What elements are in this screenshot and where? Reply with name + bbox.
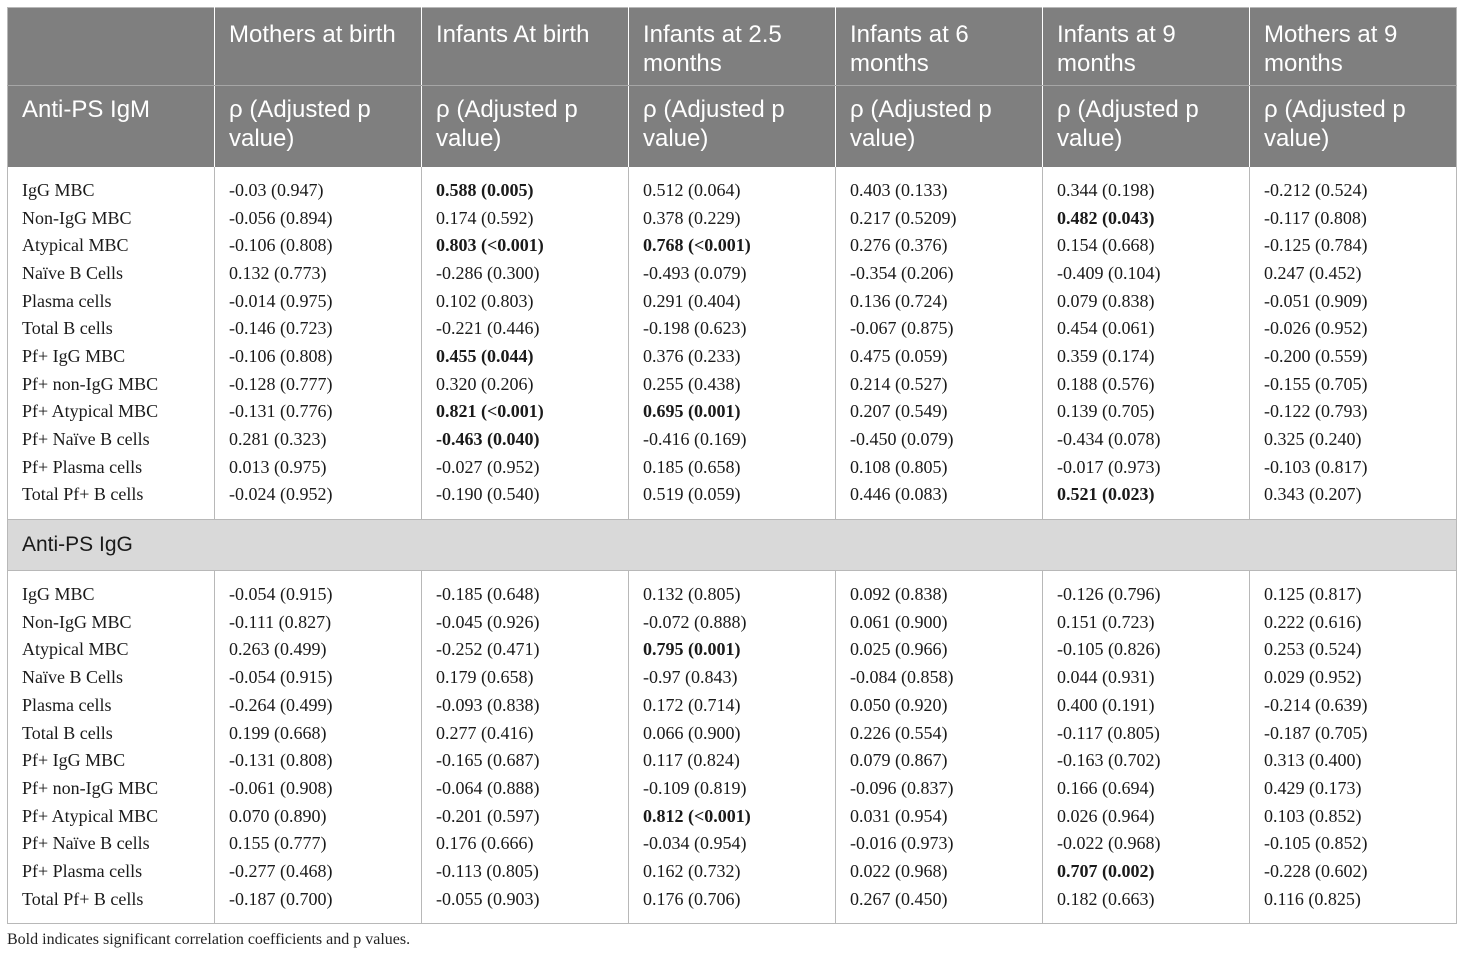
significant-value: -0.463 (0.040) [436, 429, 540, 450]
table-cell: -0.126 (0.796) [1043, 570, 1250, 608]
table-row [8, 315, 1457, 343]
table-row [8, 260, 1457, 288]
table-row [8, 636, 1457, 664]
table-cell: -0.084 (0.858) [836, 664, 1043, 692]
table-row [8, 664, 1457, 692]
table-row [8, 830, 1457, 858]
significant-value: 0.588 (0.005) [436, 179, 534, 200]
row-label: Total B cells [22, 318, 113, 339]
table-cell: 0.132 (0.805) [629, 570, 836, 608]
header-infants-6-months: Infants at 6 months [836, 8, 1043, 86]
table-cell: -0.016 (0.973) [836, 830, 1043, 858]
table-cell: -0.014 (0.975) [215, 287, 422, 315]
table-cell: -0.201 (0.597) [422, 802, 629, 830]
table-cell: 0.263 (0.499) [215, 636, 422, 664]
table-cell: 0.291 (0.404) [629, 287, 836, 315]
table-cell: 0.207 (0.549) [836, 398, 1043, 426]
table-cell: 0.182 (0.663) [1043, 885, 1250, 923]
table-cell: 0.253 (0.524) [1250, 636, 1457, 664]
table-cell: 0.070 (0.890) [215, 802, 422, 830]
table-cell: -0.105 (0.826) [1043, 636, 1250, 664]
table-row [8, 204, 1457, 232]
row-label: Pf+ IgG MBC [22, 345, 126, 366]
table-cell: 0.139 (0.705) [1043, 398, 1250, 426]
table-cell: -0.072 (0.888) [629, 608, 836, 636]
table-cell: -0.117 (0.808) [1250, 204, 1457, 232]
table-row [8, 775, 1457, 803]
significant-value: 0.821 (<0.001) [436, 401, 544, 422]
table-cell: 0.267 (0.450) [836, 885, 1043, 923]
significant-value: 0.695 (0.001) [643, 401, 741, 422]
header-mothers-9-months: Mothers at 9 months [1250, 8, 1457, 86]
table-cell: -0.131 (0.808) [215, 747, 422, 775]
table-cell: 0.378 (0.229) [629, 204, 836, 232]
table-row [8, 719, 1457, 747]
table-cell: 0.176 (0.666) [422, 830, 629, 858]
table-cell: 0.026 (0.964) [1043, 802, 1250, 830]
table-cell: -0.093 (0.838) [422, 692, 629, 720]
table-cell: -0.113 (0.805) [422, 858, 629, 886]
table-cell: 0.325 (0.240) [1250, 426, 1457, 454]
header-corner [8, 8, 215, 86]
table-cell: 0.247 (0.452) [1250, 260, 1457, 288]
significant-value: 0.521 (0.023) [1057, 484, 1155, 505]
table-row [8, 370, 1457, 398]
header-row-subheaders [8, 86, 1457, 167]
table-cell: -0.022 (0.968) [1043, 830, 1250, 858]
table-cell [422, 426, 629, 454]
row-label: Non-IgG MBC [22, 611, 132, 632]
significant-value: 0.768 (<0.001) [643, 235, 751, 256]
table-cell: 0.022 (0.968) [836, 858, 1043, 886]
table-cell: 0.403 (0.133) [836, 167, 1043, 205]
table-cell: 0.172 (0.714) [629, 692, 836, 720]
row-label: Total Pf+ B cells [22, 484, 144, 505]
table-cell: -0.125 (0.784) [1250, 232, 1457, 260]
row-label: Pf+ Plasma cells [22, 456, 143, 477]
significant-value: 0.482 (0.043) [1057, 207, 1155, 228]
table-cell: 0.188 (0.576) [1043, 370, 1250, 398]
table-cell [629, 232, 836, 260]
header-infants-9-months: Infants at 9 months [1043, 8, 1250, 86]
row-label: Atypical MBC [22, 639, 129, 660]
table-cell: 0.359 (0.174) [1043, 343, 1250, 371]
table-cell: 0.281 (0.323) [215, 426, 422, 454]
section-header-row [8, 519, 1457, 570]
table-cell [1043, 204, 1250, 232]
header-infants-at-birth: Infants At birth [422, 8, 629, 86]
table-cell: 0.512 (0.064) [629, 167, 836, 205]
significant-value: 0.455 (0.044) [436, 345, 534, 366]
table-row [8, 453, 1457, 481]
table-header [8, 8, 1457, 167]
table-cell: 0.179 (0.658) [422, 664, 629, 692]
table-cell: 0.029 (0.952) [1250, 664, 1457, 692]
table-cell: -0.187 (0.705) [1250, 719, 1457, 747]
table-cell: 0.125 (0.817) [1250, 570, 1457, 608]
table-cell: -0.054 (0.915) [215, 664, 422, 692]
table-cell [422, 343, 629, 371]
table-cell: -0.103 (0.817) [1250, 453, 1457, 481]
table-cell: -0.03 (0.947) [215, 167, 422, 205]
table-cell: -0.155 (0.705) [1250, 370, 1457, 398]
table-row [8, 747, 1457, 775]
row-label: Atypical MBC [22, 235, 129, 256]
subheader-cell: ρ (Adjusted p value) [836, 86, 1043, 167]
table-cell: 0.116 (0.825) [1250, 885, 1457, 923]
table-cell: 0.217 (0.5209) [836, 204, 1043, 232]
table-cell: -0.198 (0.623) [629, 315, 836, 343]
table-cell: -0.286 (0.300) [422, 260, 629, 288]
table-cell: -0.117 (0.805) [1043, 719, 1250, 747]
table-cell: -0.106 (0.808) [215, 343, 422, 371]
table-cell: -0.450 (0.079) [836, 426, 1043, 454]
table-cell: -0.056 (0.894) [215, 204, 422, 232]
table-row [8, 608, 1457, 636]
row-label: Naïve B Cells [22, 262, 123, 283]
table-cell: -0.128 (0.777) [215, 370, 422, 398]
significant-value: 0.795 (0.001) [643, 639, 741, 660]
table-cell [1043, 481, 1250, 519]
table-cell: -0.067 (0.875) [836, 315, 1043, 343]
table-cell: 0.255 (0.438) [629, 370, 836, 398]
table-row [8, 343, 1457, 371]
header-row-columns [8, 8, 1457, 86]
table-cell: -0.165 (0.687) [422, 747, 629, 775]
table-cell: -0.434 (0.078) [1043, 426, 1250, 454]
row-label: Pf+ non-IgG MBC [22, 777, 159, 798]
table-cell: -0.163 (0.702) [1043, 747, 1250, 775]
table-cell: -0.051 (0.909) [1250, 287, 1457, 315]
table-cell [422, 167, 629, 205]
row-label: Total B cells [22, 722, 113, 743]
table-cell: 0.154 (0.668) [1043, 232, 1250, 260]
significant-value: 0.812 (<0.001) [643, 805, 751, 826]
table-cell: -0.131 (0.776) [215, 398, 422, 426]
table-row [8, 167, 1457, 205]
table-row [8, 885, 1457, 923]
table-cell: 0.429 (0.173) [1250, 775, 1457, 803]
table-row [8, 232, 1457, 260]
subheader-cell: ρ (Adjusted p value) [215, 86, 422, 167]
table-cell: 0.103 (0.852) [1250, 802, 1457, 830]
table-cell: -0.024 (0.952) [215, 481, 422, 519]
table-cell: 0.079 (0.867) [836, 747, 1043, 775]
table-cell: 0.108 (0.805) [836, 453, 1043, 481]
table-cell: -0.054 (0.915) [215, 570, 422, 608]
table-cell: -0.264 (0.499) [215, 692, 422, 720]
table-cell [629, 398, 836, 426]
table-cell: 0.376 (0.233) [629, 343, 836, 371]
table-cell: -0.096 (0.837) [836, 775, 1043, 803]
table-cell: 0.344 (0.198) [1043, 167, 1250, 205]
table-cell: 0.475 (0.059) [836, 343, 1043, 371]
table-cell: -0.187 (0.700) [215, 885, 422, 923]
table-cell: 0.166 (0.694) [1043, 775, 1250, 803]
table-cell: 0.320 (0.206) [422, 370, 629, 398]
row-label: IgG MBC [22, 584, 95, 605]
table-cell: -0.034 (0.954) [629, 830, 836, 858]
row-label: Total Pf+ B cells [22, 888, 144, 909]
table-cell: 0.079 (0.838) [1043, 287, 1250, 315]
table-cell: 0.136 (0.724) [836, 287, 1043, 315]
table-row [8, 858, 1457, 886]
table-cell: -0.026 (0.952) [1250, 315, 1457, 343]
table-cell: -0.200 (0.559) [1250, 343, 1457, 371]
table-cell: 0.117 (0.824) [629, 747, 836, 775]
table-cell: 0.277 (0.416) [422, 719, 629, 747]
table-cell: -0.416 (0.169) [629, 426, 836, 454]
table-cell: 0.276 (0.376) [836, 232, 1043, 260]
table-cell [629, 802, 836, 830]
table-cell: 0.313 (0.400) [1250, 747, 1457, 775]
table-cell [629, 636, 836, 664]
table-cell: 0.343 (0.207) [1250, 481, 1457, 519]
table-cell: 0.013 (0.975) [215, 453, 422, 481]
table-cell: -0.214 (0.639) [1250, 692, 1457, 720]
table-cell: 0.446 (0.083) [836, 481, 1043, 519]
subheader-cell: ρ (Adjusted p value) [629, 86, 836, 167]
table-cell: 0.226 (0.554) [836, 719, 1043, 747]
row-label: Pf+ Atypical MBC [22, 401, 159, 422]
table-row [8, 692, 1457, 720]
table-cell: 0.031 (0.954) [836, 802, 1043, 830]
footnote: Bold indicates significant correlation coefficients and p values. [7, 931, 411, 948]
header-infants-2-5-months: Infants at 2.5 months [629, 8, 836, 86]
table-cell: 0.176 (0.706) [629, 885, 836, 923]
table-row [8, 802, 1457, 830]
subheader-cell: ρ (Adjusted p value) [422, 86, 629, 167]
table-cell: -0.017 (0.973) [1043, 453, 1250, 481]
table-cell: -0.190 (0.540) [422, 481, 629, 519]
table-cell: 0.454 (0.061) [1043, 315, 1250, 343]
table-cell: -0.409 (0.104) [1043, 260, 1250, 288]
table-cell: 0.151 (0.723) [1043, 608, 1250, 636]
table-cell: 0.214 (0.527) [836, 370, 1043, 398]
table-cell: -0.221 (0.446) [422, 315, 629, 343]
table-cell: 0.050 (0.920) [836, 692, 1043, 720]
table-cell: -0.106 (0.808) [215, 232, 422, 260]
table-cell: -0.027 (0.952) [422, 453, 629, 481]
table-cell: -0.055 (0.903) [422, 885, 629, 923]
table-row [8, 426, 1457, 454]
row-label: Non-IgG MBC [22, 207, 132, 228]
header-mothers-at-birth: Mothers at birth [215, 8, 422, 86]
table-cell: -0.111 (0.827) [215, 608, 422, 636]
table-cell: -0.122 (0.793) [1250, 398, 1457, 426]
table-cell: -0.97 (0.843) [629, 664, 836, 692]
significant-value: 0.707 (0.002) [1057, 860, 1155, 881]
table-body [8, 167, 1457, 924]
table-cell: 0.519 (0.059) [629, 481, 836, 519]
table-cell: 0.092 (0.838) [836, 570, 1043, 608]
table-cell: 0.185 (0.658) [629, 453, 836, 481]
table-cell: -0.185 (0.648) [422, 570, 629, 608]
row-label: Pf+ non-IgG MBC [22, 373, 159, 394]
row-label: Pf+ Naïve B cells [22, 429, 150, 450]
table-cell: 0.199 (0.668) [215, 719, 422, 747]
significant-value: 0.803 (<0.001) [436, 235, 544, 256]
table-cell: -0.045 (0.926) [422, 608, 629, 636]
row-label: IgG MBC [22, 179, 95, 200]
table-row [8, 481, 1457, 519]
table-cell [422, 232, 629, 260]
table-cell: 0.044 (0.931) [1043, 664, 1250, 692]
table-cell: 0.102 (0.803) [422, 287, 629, 315]
table-cell: -0.277 (0.468) [215, 858, 422, 886]
table-cell: -0.228 (0.602) [1250, 858, 1457, 886]
row-label: Plasma cells [22, 290, 112, 311]
row-label: Pf+ Plasma cells [22, 860, 143, 881]
table-cell: 0.162 (0.732) [629, 858, 836, 886]
table-cell: -0.109 (0.819) [629, 775, 836, 803]
subheader-cell: ρ (Adjusted p value) [1043, 86, 1250, 167]
table-cell [1043, 858, 1250, 886]
table-row [8, 398, 1457, 426]
table-cell: 0.061 (0.900) [836, 608, 1043, 636]
table-row [8, 570, 1457, 608]
row-label: Pf+ Atypical MBC [22, 805, 159, 826]
table-cell: 0.155 (0.777) [215, 830, 422, 858]
table-cell: 0.025 (0.966) [836, 636, 1043, 664]
row-label: Pf+ IgG MBC [22, 750, 126, 771]
table-cell: -0.064 (0.888) [422, 775, 629, 803]
table-cell: 0.222 (0.616) [1250, 608, 1457, 636]
table-cell: -0.146 (0.723) [215, 315, 422, 343]
table-cell: -0.105 (0.852) [1250, 830, 1457, 858]
row-label: Plasma cells [22, 694, 112, 715]
table-cell: -0.212 (0.524) [1250, 167, 1457, 205]
table-cell: 0.132 (0.773) [215, 260, 422, 288]
table-row [8, 287, 1457, 315]
table-cell: -0.061 (0.908) [215, 775, 422, 803]
correlation-table [7, 7, 1457, 924]
table-cell: 0.066 (0.900) [629, 719, 836, 747]
row-label: Pf+ Naïve B cells [22, 833, 150, 854]
table-cell: -0.493 (0.079) [629, 260, 836, 288]
header-row-label: Anti-PS IgM [8, 86, 215, 167]
table-cell: -0.252 (0.471) [422, 636, 629, 664]
table-cell [422, 398, 629, 426]
table-cell: 0.174 (0.592) [422, 204, 629, 232]
subheader-cell: ρ (Adjusted p value) [1250, 86, 1457, 167]
table-cell: -0.354 (0.206) [836, 260, 1043, 288]
section-title: Anti-PS IgG [8, 519, 1457, 570]
table-cell: 0.400 (0.191) [1043, 692, 1250, 720]
row-label: Naïve B Cells [22, 667, 123, 688]
